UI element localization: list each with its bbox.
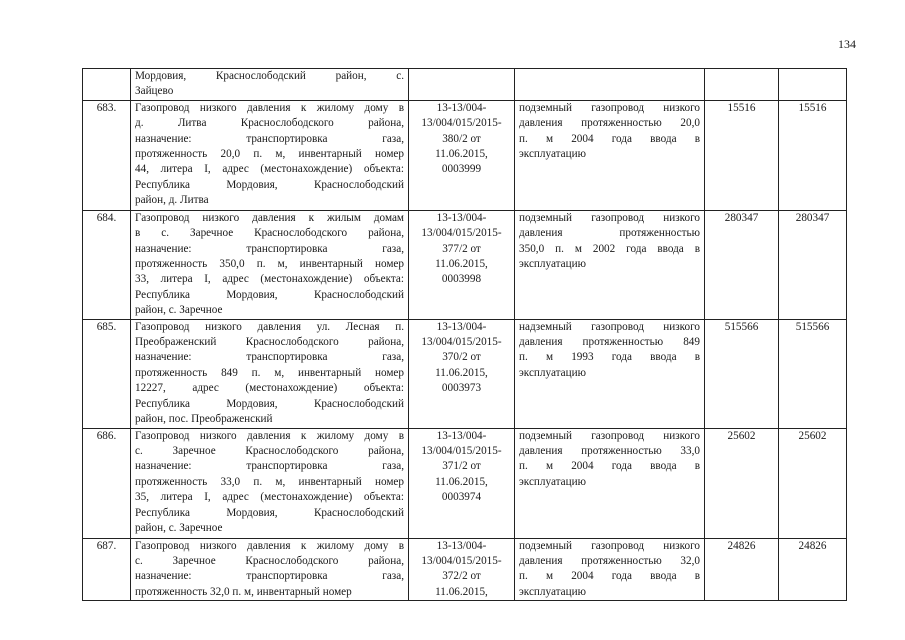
registration-cell	[409, 69, 515, 101]
book-value: 15516	[727, 101, 756, 114]
value-cell	[779, 428, 847, 538]
text-line: Зайцево	[135, 85, 174, 98]
text-line: в с. Заречное Краснослободского района,	[135, 227, 404, 240]
registration-cell	[409, 428, 515, 538]
row-number-cell	[83, 100, 131, 210]
text-line: 11.06.2015,	[435, 148, 488, 161]
row-number: 686.	[96, 429, 117, 442]
value-cell	[779, 69, 847, 101]
text-line: Газопровод низкого давления к жилому дому в	[135, 101, 404, 114]
object-name-cell	[131, 100, 409, 210]
row-number: 687.	[96, 539, 117, 552]
row-number: 685.	[96, 320, 117, 333]
text-line: подземный газопровод низкого	[519, 539, 700, 552]
book-value: 280347	[724, 211, 759, 224]
book-value: 25602	[727, 429, 756, 442]
object-name-cell	[131, 69, 409, 101]
text-line: 0003998	[441, 273, 482, 286]
registration-cell	[409, 210, 515, 319]
text-line: подземный газопровод низкого	[519, 211, 700, 224]
text-line: район, с. Заречное	[135, 304, 223, 317]
description-cell	[515, 100, 705, 210]
value-cell	[779, 538, 847, 601]
value-cell	[705, 69, 779, 101]
book-value: 24826	[727, 539, 756, 552]
object-name-cell	[131, 210, 409, 319]
text-line: назначение: транспортировка газа,	[135, 242, 404, 255]
text-line: 13-13/004-	[436, 539, 487, 552]
text-line: давления протяженностью	[519, 227, 700, 240]
text-line: назначение: транспортировка газа,	[135, 570, 404, 583]
property-registry-table	[82, 68, 847, 601]
table-row	[83, 210, 847, 319]
text-line: 0003974	[441, 491, 482, 504]
text-line: давления протяженностью 33,0	[519, 444, 700, 457]
text-line: 11.06.2015,	[435, 366, 488, 379]
description-cell	[515, 428, 705, 538]
text-line: эксплуатацию	[519, 148, 586, 161]
value-cell	[705, 210, 779, 319]
text-line: назначение: транспортировка газа,	[135, 132, 404, 145]
text-line: 13/004/015/2015-	[421, 117, 502, 130]
table-row	[83, 100, 847, 210]
text-line: 11.06.2015,	[435, 475, 488, 488]
page-number: 134	[838, 37, 856, 51]
text-line: 350,0 п. м 2002 года ввода в	[519, 242, 700, 255]
row-number-cell	[83, 69, 131, 101]
text-line: Республика Мордовия, Краснослободский	[135, 178, 404, 191]
table-row	[83, 428, 847, 538]
text-line: с. Заречное Краснослободского района,	[135, 444, 404, 457]
text-line: 13-13/004-	[436, 320, 487, 333]
text-line: 13/004/015/2015-	[421, 336, 502, 349]
registration-cell	[409, 100, 515, 210]
table-row	[83, 538, 847, 601]
text-line: п. м 2004 года ввода в	[519, 460, 700, 473]
text-line: подземный газопровод низкого	[519, 429, 700, 442]
text-line: давления протяженностью 20,0	[519, 117, 700, 130]
text-line: 12227, адрес (местонахождение) объекта:	[135, 382, 404, 395]
description-cell	[515, 538, 705, 601]
text-line: 380/2 от	[442, 132, 481, 145]
text-line: Газопровод низкого давления к жилым домам	[135, 211, 404, 224]
text-line: 35, литера I, адрес (местонахождение) объекта:	[135, 491, 404, 504]
row-number-cell	[83, 428, 131, 538]
residual-value: 515566	[795, 320, 830, 333]
text-line: эксплуатацию	[519, 366, 586, 379]
row-number: 684.	[96, 211, 117, 224]
row-number-cell	[83, 319, 131, 428]
value-cell	[779, 210, 847, 319]
text-line: район, пос. Преображенский	[135, 413, 273, 426]
row-number-cell	[83, 210, 131, 319]
value-cell	[705, 319, 779, 428]
text-line: 13-13/004-	[436, 101, 487, 114]
text-line: Газопровод низкого давления ул. Лесная п.	[135, 320, 404, 333]
text-line: 13-13/004-	[436, 429, 487, 442]
text-line: назначение: транспортировка газа,	[135, 460, 404, 473]
object-name-cell	[131, 319, 409, 428]
text-line: Газопровод низкого давления к жилому дому в	[135, 429, 404, 442]
value-cell	[705, 428, 779, 538]
text-line: протяженность 350,0 п. м, инвентарный номер	[135, 258, 404, 271]
text-line: протяженность 33,0 п. м, инвентарный номер	[135, 475, 404, 488]
text-line: Мордовия, Краснослободский район, с.	[135, 70, 404, 82]
text-line: 44, литера I, адрес (местонахождение) объекта:	[135, 163, 404, 176]
text-line: 33, литера I, адрес (местонахождение) объекта:	[135, 273, 404, 286]
text-line: 371/2 от	[442, 460, 481, 473]
text-line: протяженность 849 п. м, инвентарный номер	[135, 366, 404, 379]
description-cell	[515, 69, 705, 101]
text-line: подземный газопровод низкого	[519, 101, 700, 114]
row-number: 683.	[96, 101, 117, 114]
text-line: п. м 2004 года ввода в	[519, 570, 700, 583]
table-row	[83, 319, 847, 428]
value-cell	[779, 100, 847, 210]
text-line: протяженность 20,0 п. м, инвентарный номер	[135, 148, 404, 161]
residual-value: 25602	[798, 429, 827, 442]
text-line: эксплуатацию	[519, 585, 586, 598]
text-line: 377/2 от	[442, 242, 481, 255]
text-line: 0003999	[441, 163, 482, 176]
residual-value: 280347	[795, 211, 830, 224]
text-line: Республика Мордовия, Краснослободский	[135, 397, 404, 410]
continuation-row	[83, 69, 847, 101]
object-name-cell	[131, 538, 409, 601]
text-line: Газопровод низкого давления к жилому дому в	[135, 539, 404, 552]
text-line: Республика Мордовия, Краснослободский	[135, 288, 404, 301]
description-cell	[515, 210, 705, 319]
text-line: протяженность 32,0 п. м, инвентарный номер	[135, 585, 352, 598]
text-line: Республика Мордовия, Краснослободский	[135, 506, 404, 519]
text-line: район, д. Литва	[135, 194, 209, 207]
row-number-cell	[83, 538, 131, 601]
text-line: назначение: транспортировка газа,	[135, 351, 404, 364]
text-line: с. Заречное Краснослободского района,	[135, 554, 404, 567]
value-cell	[705, 538, 779, 601]
text-line: эксплуатацию	[519, 258, 586, 271]
registration-cell	[409, 538, 515, 601]
object-name-cell	[131, 428, 409, 538]
book-value: 515566	[724, 320, 759, 333]
residual-value: 15516	[798, 101, 827, 114]
text-line: давления протяженностью 849	[519, 336, 700, 349]
text-line: 11.06.2015,	[435, 258, 488, 271]
text-line: 13-13/004-	[436, 211, 487, 224]
text-line: эксплуатацию	[519, 475, 586, 488]
text-line: п. м 2004 года ввода в	[519, 132, 700, 145]
text-line: д. Литва Краснослободского района,	[135, 117, 404, 130]
text-line: давления протяженностью 32,0	[519, 554, 700, 567]
text-line: 11.06.2015,	[435, 585, 488, 598]
value-cell	[705, 100, 779, 210]
text-line: п. м 1993 года ввода в	[519, 351, 700, 364]
text-line: 13/004/015/2015-	[421, 227, 502, 240]
text-line: надземный газопровод низкого	[519, 320, 700, 333]
text-line: 13/004/015/2015-	[421, 444, 502, 457]
description-cell	[515, 319, 705, 428]
text-line: 370/2 от	[442, 351, 481, 364]
residual-value: 24826	[798, 539, 827, 552]
text-line: 372/2 от	[442, 570, 481, 583]
text-line: 13/004/015/2015-	[421, 554, 502, 567]
text-line: Преображенский Краснослободского района,	[135, 336, 404, 349]
registration-cell	[409, 319, 515, 428]
value-cell	[779, 319, 847, 428]
text-line: 0003973	[441, 382, 482, 395]
text-line: район, с. Заречное	[135, 521, 223, 534]
